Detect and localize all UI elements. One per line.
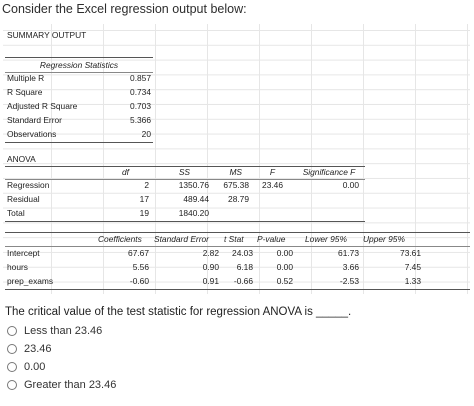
radio-button[interactable]: [7, 326, 17, 336]
anova-df: 2: [144, 180, 149, 190]
stat-label: Multiple R: [7, 73, 45, 83]
stat-value: 0.857: [130, 73, 151, 83]
coef-pvalue: 0.00: [276, 248, 293, 258]
coef-tstat: 24.03: [232, 248, 253, 258]
coef-row-label: hours: [7, 262, 28, 272]
option-less-than[interactable]: [7, 325, 102, 337]
anova-header-sigf: Significance F: [302, 167, 356, 177]
anova-row-label: Total: [7, 208, 25, 218]
stat-value: 0.734: [130, 87, 151, 97]
coef-header-lower95: Lower 95%: [305, 234, 347, 244]
stat-label: Adjusted R Square: [7, 101, 78, 111]
option-label: Greater than 23.46: [24, 379, 117, 391]
stat-value: 5.366: [130, 115, 151, 125]
anova-row-label: Residual: [7, 194, 40, 204]
anova-bottom-rule: [5, 221, 365, 222]
option-label: 23.46: [24, 343, 52, 355]
stat-label: R Square: [7, 87, 43, 97]
coef-pvalue: 0.52: [276, 276, 293, 286]
option-label: 0.00: [24, 361, 46, 373]
coef-value: 67.67: [128, 248, 149, 258]
option-label: Less than 23.46: [24, 325, 103, 337]
radio-button[interactable]: [7, 380, 17, 390]
coef-lower95: -2.53: [339, 276, 359, 286]
stat-label: Standard Error: [7, 115, 62, 125]
stat-value: 20: [141, 129, 151, 139]
coef-tstat: 6.18: [236, 262, 253, 272]
regstats-top-rule: [5, 57, 153, 58]
coef-tstat: -0.66: [233, 276, 253, 286]
coef-lower95: 61.73: [338, 248, 359, 258]
stat-value: 0.703: [130, 101, 151, 111]
coef-lower95: 3.66: [342, 262, 359, 272]
coef-se: 0.90: [202, 262, 219, 272]
regstats-bottom-rule: [5, 142, 153, 143]
option-zero[interactable]: [7, 361, 45, 373]
anova-header-ss: SS: [178, 167, 190, 177]
coef-header-se: Standard Error: [154, 234, 209, 244]
radio-button[interactable]: [7, 344, 17, 354]
summary-title: SUMMARY OUTPUT: [7, 30, 87, 40]
coef-se: 2.82: [202, 248, 219, 258]
coef-upper95: 73.61: [400, 248, 421, 258]
anova-sigf: 0.00: [342, 180, 359, 190]
coef-value: 5.56: [132, 262, 149, 272]
anova-header-f: F: [269, 167, 275, 177]
coef-row-label: Intercept: [7, 248, 40, 258]
anova-ms: 28.79: [228, 194, 249, 204]
anova-header-df: df: [122, 167, 129, 177]
stat-label: Observations: [7, 129, 57, 139]
coef-upper95: 7.45: [404, 262, 421, 272]
anova-df: 19: [139, 208, 149, 218]
coef-top-rule: [5, 232, 470, 233]
coef-header-upper95: Upper 95%: [363, 234, 405, 244]
coef-pvalue: 0.00: [276, 262, 293, 272]
coef-value: -0.60: [129, 276, 149, 286]
option-equal[interactable]: [7, 343, 52, 355]
anova-row-label: Regression: [7, 180, 50, 190]
anova-header-ms: MS: [229, 167, 242, 177]
question-intro: Consider the Excel regression output below:: [2, 2, 247, 16]
anova-ss: 1350.76: [178, 180, 209, 190]
anova-ss: 489.44: [183, 194, 209, 204]
coef-header-rule: [5, 246, 470, 247]
anova-ss: 1840.20: [178, 208, 209, 218]
coef-bottom-rule: [5, 289, 470, 290]
coef-se: 0.91: [202, 276, 219, 286]
anova-df: 17: [139, 194, 149, 204]
coef-header-coefficients: Coefficients: [98, 234, 142, 244]
excel-output-image: [3, 24, 470, 294]
anova-f: 23.46: [262, 180, 283, 190]
coef-upper95: 1.33: [404, 276, 421, 286]
regstats-header: Regression Statistics: [39, 60, 119, 70]
option-greater-than[interactable]: [7, 379, 116, 391]
anova-ms: 675.38: [223, 180, 249, 190]
coef-header-pvalue: P-value: [257, 234, 286, 244]
anova-title: ANOVA: [7, 154, 36, 164]
question-text: The critical value of the test statistic for regression ANOVA is _____.: [5, 306, 352, 318]
coef-header-tstat: t Stat: [224, 234, 244, 244]
radio-button[interactable]: [7, 362, 17, 372]
coef-row-label: prep_exams: [7, 276, 54, 286]
